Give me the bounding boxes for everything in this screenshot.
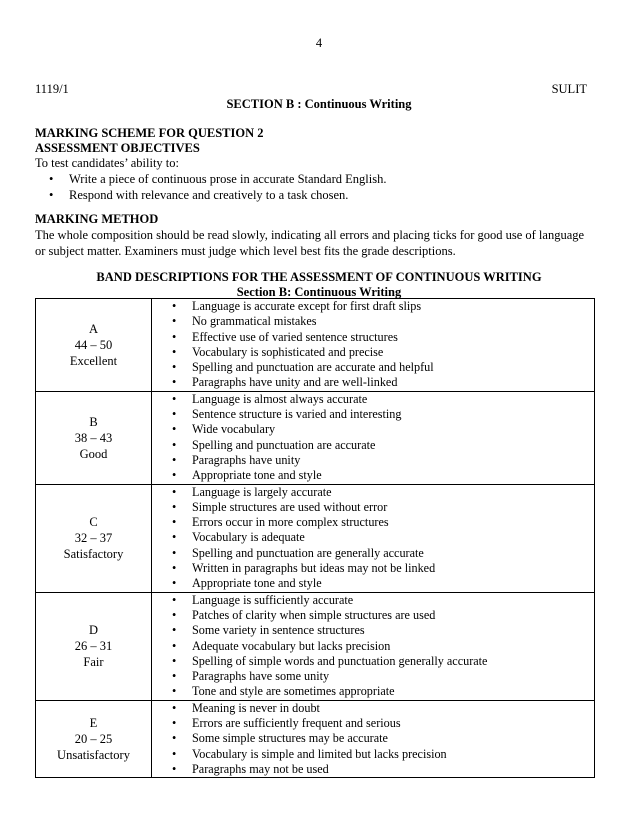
objectives-heading: ASSESSMENT OBJECTIVES — [35, 141, 200, 155]
descriptor-item: • Meaning is never in doubt — [152, 701, 594, 716]
objective-item: • Write a piece of continuous prose in accurate Standard English. — [35, 171, 595, 187]
band-range: 38 – 43 — [74, 430, 113, 445]
descriptor-item: • Errors occur in more complex structures — [152, 515, 594, 530]
band-grade: A — [88, 321, 99, 336]
descriptor-item: • Vocabulary is adequate — [152, 530, 594, 545]
descriptor-list — [152, 593, 594, 700]
band-label: Unsatisfactory — [57, 747, 130, 762]
descriptor-item: • Vocabulary is sophisticated and precise — [152, 345, 594, 360]
marking-scheme-block — [35, 126, 595, 203]
band-grade-cell — [36, 484, 152, 592]
band-table-title — [0, 270, 638, 300]
band-grade: B — [89, 414, 98, 429]
descriptor-item: • Spelling and punctuation are accurate — [152, 438, 594, 453]
descriptor-list — [152, 701, 594, 777]
descriptor-item: • Adequate vocabulary but lacks precision — [152, 639, 594, 654]
band-range: 20 – 25 — [74, 731, 113, 746]
marking-scheme-heading: MARKING SCHEME FOR QUESTION 2 — [35, 126, 264, 140]
descriptor-item: • No grammatical mistakes — [152, 314, 594, 329]
band-label: Good — [79, 446, 108, 461]
paper-code: 1119/1 — [35, 82, 69, 96]
band-range: 44 – 50 — [74, 337, 113, 352]
objectives-list — [35, 171, 595, 203]
band-table-heading: BAND DESCRIPTIONS FOR THE ASSESSMENT OF CONTINUOUS WRITING — [96, 270, 542, 284]
marking-method-heading: MARKING METHOD — [35, 212, 159, 226]
objective-item: • Respond with relevance and creatively to a task chosen. — [35, 187, 595, 203]
descriptor-item: • Paragraphs may not be used — [152, 762, 594, 777]
band-row — [36, 592, 595, 700]
descriptor-item: • Language is largely accurate — [152, 485, 594, 500]
band-grade-cell — [36, 592, 152, 700]
classification-label: SULIT — [551, 82, 587, 96]
marking-method-block — [35, 212, 595, 259]
descriptor-item: • Language is sufficiently accurate — [152, 593, 594, 608]
page-number: 4 — [315, 36, 323, 50]
descriptor-item: • Simple structures are used without error — [152, 500, 594, 515]
band-descriptions-table — [35, 298, 595, 778]
descriptor-item: • Appropriate tone and style — [152, 576, 594, 591]
descriptor-item: • Errors are sufficiently frequent and serious — [152, 716, 594, 731]
descriptor-list — [152, 299, 594, 391]
descriptor-item: • Spelling and punctuation are generally accurate — [152, 546, 594, 561]
band-table-subtitle: Section B: Continuous Writing — [236, 285, 402, 299]
band-label: Satisfactory — [63, 547, 124, 562]
descriptor-item: • Written in paragraphs but ideas may not be linked — [152, 561, 594, 576]
descriptor-item: • Sentence structure is varied and interesting — [152, 407, 594, 422]
descriptor-item: • Paragraphs have unity and are well-linked — [152, 375, 594, 390]
band-grade-cell — [36, 700, 152, 777]
descriptor-list — [152, 485, 594, 592]
descriptor-item: • Paragraphs have some unity — [152, 669, 594, 684]
descriptor-item: • Wide vocabulary — [152, 422, 594, 437]
descriptor-item: • Vocabulary is simple and limited but lacks precision — [152, 747, 594, 762]
band-grade: E — [89, 715, 98, 730]
marking-method-text: The whole composition should be read slowly, indicating all errors and placing ticks for good use of language or subject matter. Examiners must judge which level best fits the grade descriptions. — [35, 228, 585, 258]
band-range: 26 – 31 — [74, 639, 113, 654]
descriptor-item: • Some variety in sentence structures — [152, 623, 594, 638]
section-title: SECTION B : Continuous Writing — [226, 97, 412, 111]
objectives-intro: To test candidates’ ability to: — [35, 156, 179, 170]
descriptor-item: • Tone and style are sometimes appropriate — [152, 684, 594, 699]
band-row — [36, 700, 595, 777]
descriptor-item: • Spelling of simple words and punctuation generally accurate — [152, 654, 594, 669]
descriptor-item: • Patches of clarity when simple structures are used — [152, 608, 594, 623]
descriptor-item: • Effective use of varied sentence structures — [152, 330, 594, 345]
band-range: 32 – 37 — [74, 531, 113, 546]
band-descriptor-cell — [152, 484, 595, 592]
band-grade: D — [88, 623, 99, 638]
descriptor-item: • Some simple structures may be accurate — [152, 731, 594, 746]
band-grade-cell — [36, 299, 152, 392]
band-row — [36, 299, 595, 392]
descriptor-item: • Language is almost always accurate — [152, 392, 594, 407]
descriptor-item: • Spelling and punctuation are accurate and helpful — [152, 360, 594, 375]
band-descriptor-cell — [152, 391, 595, 484]
band-grade: C — [89, 515, 98, 530]
descriptor-item: • Language is accurate except for first draft slips — [152, 299, 594, 314]
band-label: Excellent — [69, 353, 118, 368]
descriptor-item: • Paragraphs have unity — [152, 453, 594, 468]
band-descriptor-cell — [152, 592, 595, 700]
descriptor-item: • Appropriate tone and style — [152, 468, 594, 483]
band-descriptor-cell — [152, 700, 595, 777]
band-row — [36, 391, 595, 484]
descriptor-list — [152, 392, 594, 484]
band-label: Fair — [83, 655, 104, 670]
band-row — [36, 484, 595, 592]
band-descriptor-cell — [152, 299, 595, 392]
band-grade-cell — [36, 391, 152, 484]
